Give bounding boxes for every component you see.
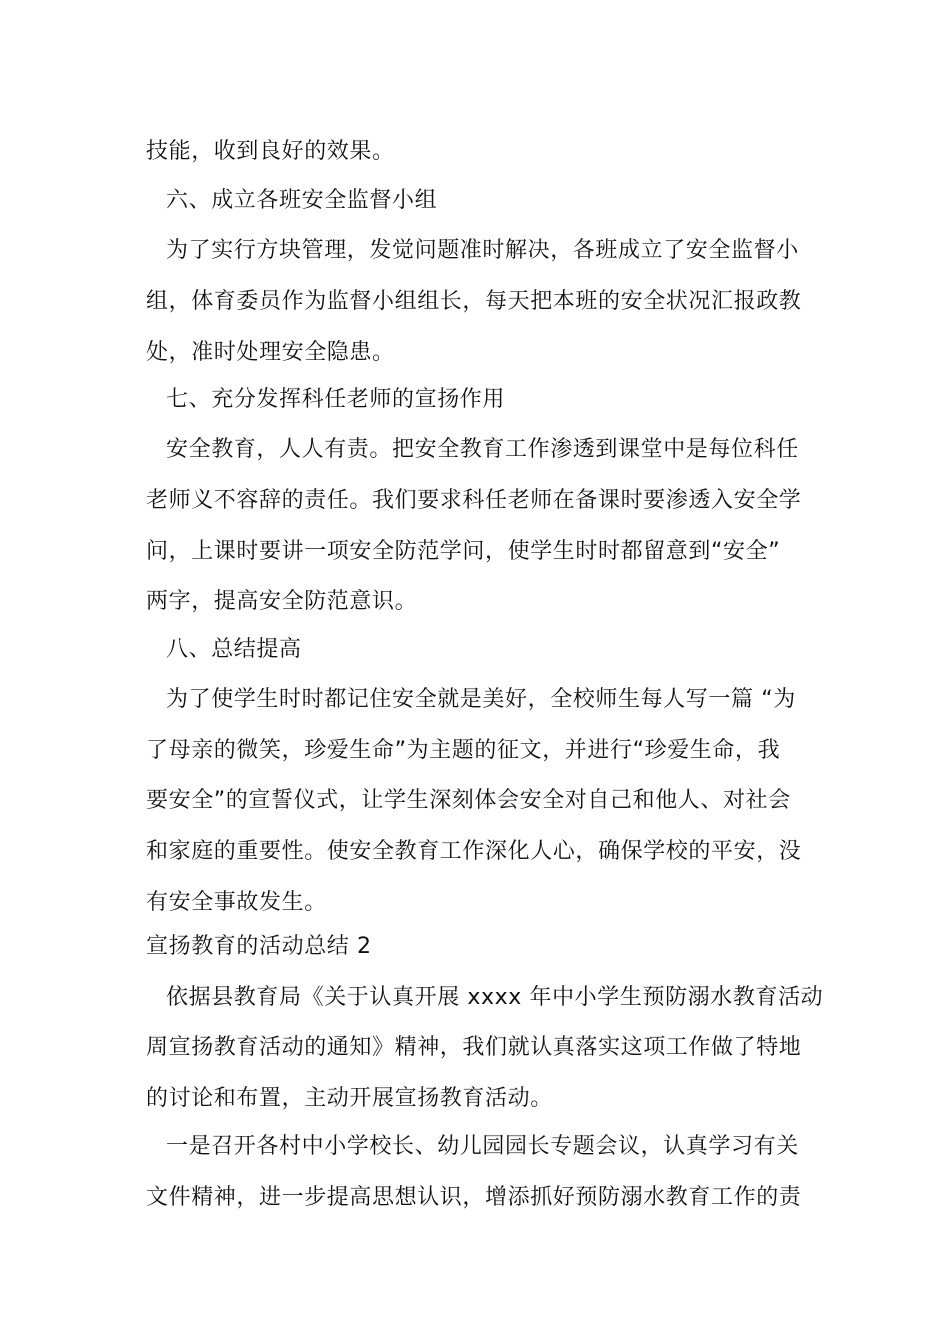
- text-line: 安全教育，人人有责。把安全教育工作渗透到课堂中是每位科任: [166, 437, 799, 462]
- text-line: 老师义不容辞的责任。我们要求科任老师在备课时要渗透入安全学: [146, 488, 802, 513]
- text-line: 处，准时处理安全隐患。: [146, 340, 395, 365]
- text-line: 文件精神，进一步提高思想认识，增添抓好预防溺水教育工作的责: [146, 1185, 802, 1210]
- text-line: 和家庭的重要性。使安全教育工作深化人心，确保学校的平安，没: [146, 839, 802, 864]
- section-heading: 七、充分发挥科任老师的宣扬作用: [166, 387, 506, 412]
- text-line: 的讨论和布置，主动开展宣扬教育活动。: [146, 1086, 553, 1111]
- text-line: 有安全事故发生。: [146, 890, 327, 915]
- text-line: 一是召开各村中小学校长、幼儿园园长专题会议，认真学习有关: [166, 1134, 799, 1159]
- text-line: 组，体育委员作为监督小组组长，每天把本班的安全状况汇报政教: [146, 289, 802, 314]
- text-line: 两字，提高安全防范意识。: [146, 589, 418, 614]
- text-line: 周宣扬教育活动的通知》精神，我们就认真落实这项工作做了特地: [146, 1035, 802, 1060]
- section-heading: 八、总结提高: [166, 637, 302, 662]
- text-line: 为了使学生时时都记住安全就是美好，全校师生每人写一篇 “为: [166, 687, 796, 712]
- text-line: 为了实行方块管理，发觉问题准时解决，各班成立了安全监督小: [166, 238, 799, 263]
- text-line: 要安全”的宣誓仪式，让学生深刻体会安全对自己和他人、对社会: [146, 788, 791, 813]
- text-line: 技能，收到良好的效果。: [146, 139, 395, 164]
- text-line: 问，上课时要讲一项安全防范学问，使学生时时都留意到“安全”: [146, 539, 781, 564]
- text-line: 依据县教育局《关于认真开展 xxxx 年中小学生预防溺水教育活动: [166, 985, 824, 1010]
- text-line: 了母亲的微笑，珍爱生命”为主题的征文，并进行“珍爱生命，我: [146, 738, 781, 763]
- section-heading: 六、成立各班安全监督小组: [166, 188, 438, 213]
- document-title: 宣扬教育的活动总结 2: [146, 934, 372, 959]
